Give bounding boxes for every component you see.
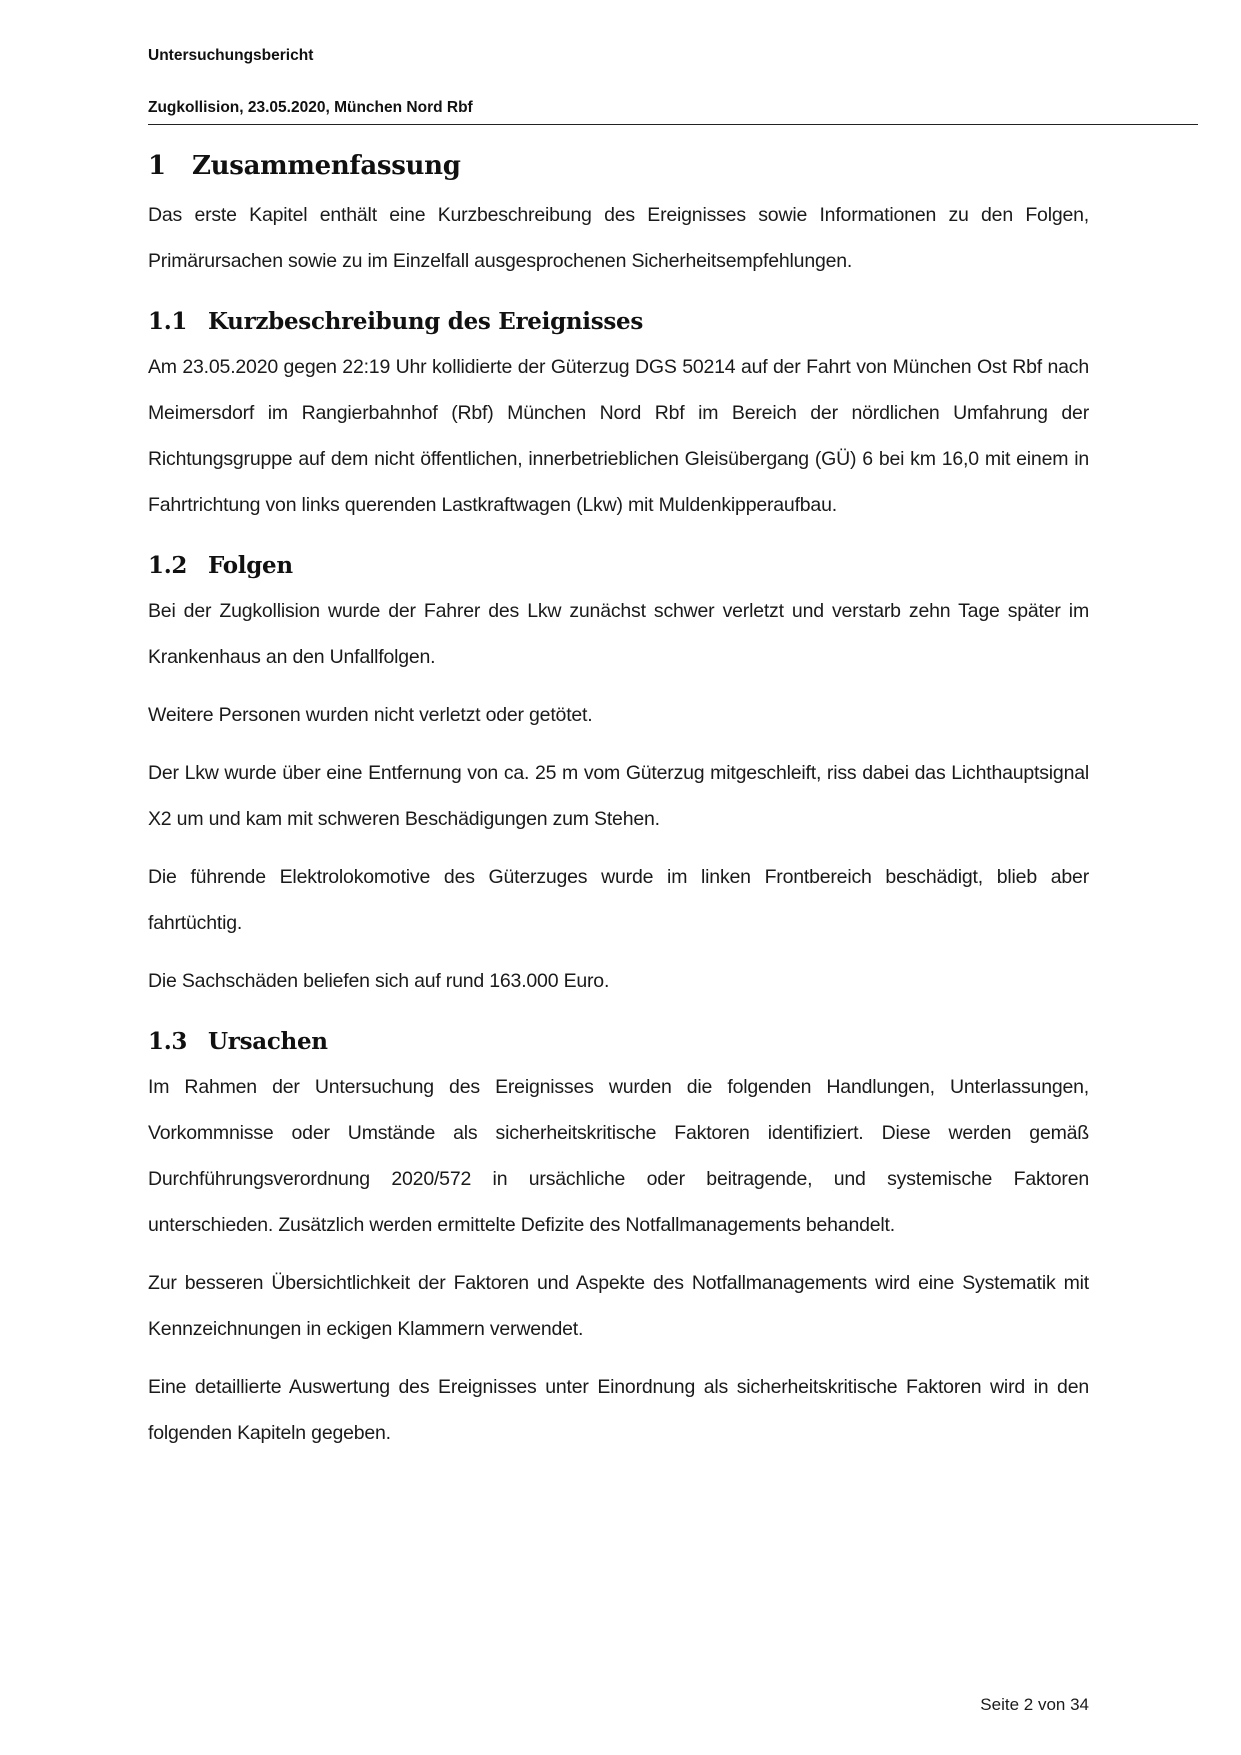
chapter-1 [148,148,1089,284]
body-paragraph: Weitere Personen wurden nicht verletzt oder getötet. [148,704,593,726]
section-1-1 [148,306,1089,528]
section-number: 1.2 [148,552,188,579]
body-paragraph: Eine detaillierte Auswertung des Ereignisses unter Einordnung als sicherheitskritische Faktoren wird in den folgenden Kapiteln gegeben. [148,1376,1089,1444]
section-heading [148,550,1089,582]
section-title: Ursachen [208,1028,328,1055]
section-heading [148,306,1089,338]
body-paragraph: Zur besseren Übersichtlichkeit der Faktoren und Aspekte des Notfallmanagements wird eine Systematik mit Kennzeichnungen in eckigen Klammern verwendet. [148,1272,1089,1340]
chapter-intro-paragraph: Das erste Kapitel enthält eine Kurzbeschreibung des Ereignisses sowie Informationen zu den Folgen, Primärursachen sowie zu im Einzelfall ausgesprochenen Sicherheitsempfehlungen. [148,204,1089,272]
section-number: 1.1 [148,308,188,335]
section-number: 1.3 [148,1028,188,1055]
body-paragraph: Der Lkw wurde über eine Entfernung von ca. 25 m vom Güterzug mitgeschleift, riss dabei das Lichthauptsignal X2 um und kam mit schweren Beschädigungen zum Stehen. [148,762,1089,830]
report-subject-label: Zugkollision, 23.05.2020, München Nord Rbf [148,99,473,116]
section-1-3 [148,1026,1089,1456]
chapter-heading [148,148,1089,184]
body-paragraph: Im Rahmen der Untersuchung des Ereignisses wurden die folgenden Handlungen, Unterlassungen, Vorkommnisse oder Umstände als sicherheitskritische Faktoren identifiziert. Diese werden gemäß Durchführungsverordnung 2020/572 in ursächliche oder beitragende, und systemische Faktoren unterschieden. Zusätzlich werden ermittelte Defizite des Notfallmanagements behandelt. [148,1076,1089,1236]
body-paragraph: Die führende Elektrolokomotive des Güterzuges wurde im linken Frontbereich beschädigt, blieb aber fahrtüchtig. [148,866,1089,934]
report-type-label: Untersuchungsbericht [148,47,314,64]
body-paragraph: Die Sachschäden beliefen sich auf rund 163.000 Euro. [148,970,610,992]
chapter-number: 1 [148,151,166,181]
running-header [148,46,1198,118]
header-divider [148,124,1198,125]
page-number-footer: Seite 2 von 34 [980,1695,1089,1714]
section-heading [148,1026,1089,1058]
chapter-title: Zusammenfassung [192,151,461,181]
page-content [148,148,1089,1468]
section-title: Folgen [208,552,293,579]
body-paragraph: Am 23.05.2020 gegen 22:19 Uhr kollidierte der Güterzug DGS 50214 auf der Fahrt von München Ost Rbf nach Meimersdorf im Rangierbahnhof (Rbf) München Nord Rbf im Bereich der nördlichen Umfahrung der Richtungsgruppe auf dem nicht öffentlichen, innerbetrieblichen Gleisübergang (GÜ) 6 bei km 16,0 mit einem in Fahrtrichtung von links querenden Lastkraftwagen (Lkw) mit Muldenkipperaufbau. [148,356,1089,516]
section-title: Kurzbeschreibung des Ereignisses [208,308,643,335]
section-1-2 [148,550,1089,1004]
body-paragraph: Bei der Zugkollision wurde der Fahrer des Lkw zunächst schwer verletzt und verstarb zehn Tage später im Krankenhaus an den Unfallfolgen. [148,600,1089,668]
